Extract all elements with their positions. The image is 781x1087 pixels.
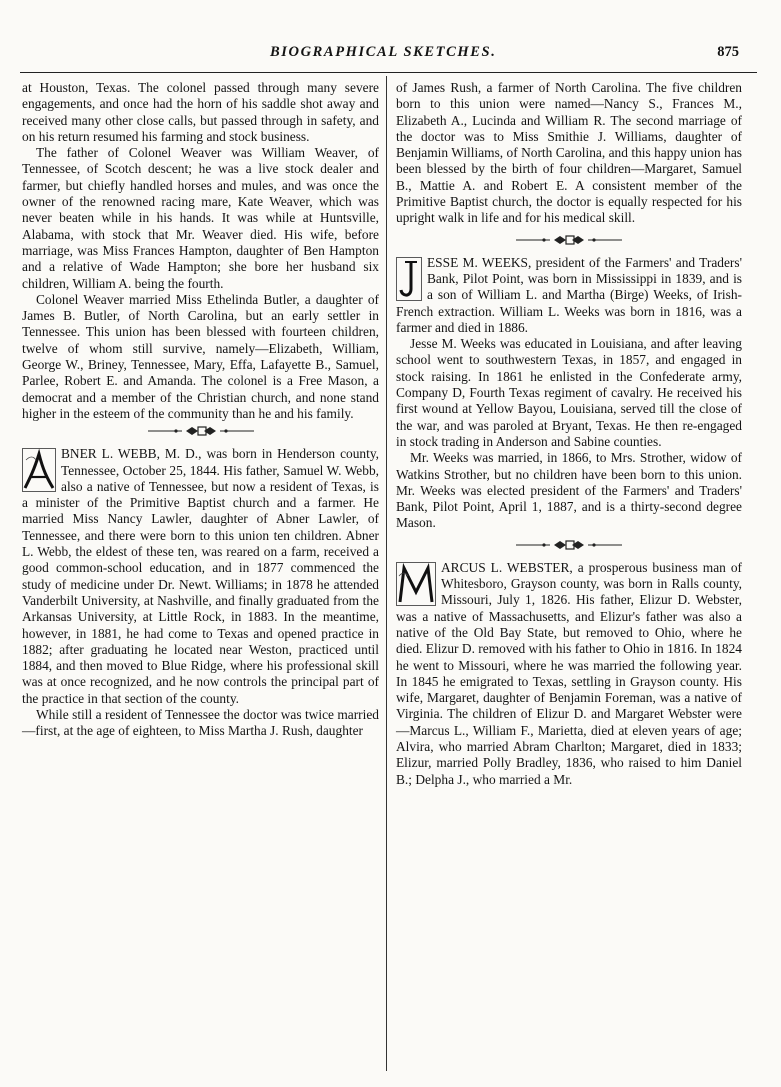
dropcap-j-icon — [396, 257, 422, 301]
webb-continuation: of James Rush, a farmer of North Carolina. The five children born to this union were named—Nancy S., Frances M., Elizabeth A., Lucinda and William R. The second marriage of the doctor was to Miss Smithie J. Williams, daughter of Benjamin Williams, of North Carolina, and this happy union has been blessed by the birth of four children—Margaret, Samuel B., Mattie A. and Robert E. A consistent member of the Primitive Baptist church, the doctor is equally respected for his upright walk in life and for his medical skill. — [396, 80, 742, 226]
weeks-paragraph-3: Mr. Weeks was married, in 1866, to Mrs. Strother, widow of Watkins Strother, but no children have been born to this union. Mr. Weeks was elected president of the Farmers' and Traders' Bank, Pilot Point, April 1, 1887, and is a thirty-second degree Mason. — [396, 450, 742, 531]
weeks-sketch — [396, 255, 742, 336]
header-rule — [20, 72, 757, 73]
running-header — [0, 44, 781, 66]
webb-sketch — [22, 446, 379, 707]
column-divider — [386, 76, 387, 1071]
weaver-paragraph-3: Colonel Weaver married Miss Ethelinda Butler, a daughter of James B. Butler, of North Carolina, but an early settler in Tennessee. This union has been blessed with fourteen children, twelve of whom still survive, namely—Elizabeth, William, George W., Briney, Tennessee, Mary, Effa, Lafayette B., Samuel, Parlee, Robert E. and Amanda. The colonel is a Free Mason, a democrat and a member of the Christian church, and none stand higher in the esteem of the community than he and his family. — [22, 291, 379, 421]
dropcap-m-icon — [396, 562, 436, 606]
webb-lead-paragraph: BNER L. WEBB, M. D., was born in Henderson county, Tennessee, October 25, 1844. His father, Samuel W. Webb, also a native of Tennessee, but now a resident of Texas, is a minister of the Primitive Baptist church and a farmer. He married Miss Nancy Lawler, daughter of Abner Lawler, of Tennessee, and there were born to this union ten children. Abner L. Webb, the eldest of these ten, was reared on a farm, received a good common-school education, and in 1877 commenced the study of medicine under Dr. Newt. Williams; in 1878 he attended Vanderbilt University, at Nashville, and finally graduated from the Arkansas University, at Little Rock, in 1883. In the meantime, however, in 1881, he had come to Texas and opened practice in 1882; after graduating he located near Weston, practiced until 1884, and then moved to Blue Ridge, where his professional skill was at once recognized, and he now controls the principal part of the practice in that section of the county. — [22, 446, 379, 706]
running-title: BIOGRAPHICAL SKETCHES. — [270, 44, 497, 60]
section-ornament-icon — [396, 233, 742, 249]
webb-paragraph-2: While still a resident of Tennessee the doctor was twice married—first, at the age of eighteen, to Miss Martha J. Rush, daughter — [22, 706, 379, 739]
weaver-paragraph-1: at Houston, Texas. The colonel passed through many severe engagements, and once had the horn of his saddle shot away and received many other close calls, but passed through in safety, and on his return resumed his farming and stock business. — [22, 80, 379, 144]
left-column — [22, 80, 379, 740]
section-ornament-icon — [396, 538, 742, 554]
section-ornament-icon — [22, 424, 379, 440]
page-number: 875 — [717, 44, 739, 60]
right-column — [396, 80, 742, 788]
weaver-paragraph-2: The father of Colonel Weaver was William Weaver, of Tennessee, of Scotch descent; he was a live stock dealer and farmer, but chiefly handled horses and mules, and was once the owner of the renowned racing mare, Kate Weaver, which was never beaten while in his hands. It was while at Huntsville, Alabama, with stock that Mr. Weaver died. His wife, before marriage, was Miss Frances Hampton, daughter of Ben Hampton and a relative of Wade Hampton; she bore her husband six children, William A. being the fourth. — [22, 145, 379, 291]
weeks-lead-paragraph: ESSE M. WEEKS, president of the Farmers' and Traders' Bank, Pilot Point, was born in Mississippi in 1839, and is a son of William L. and Martha (Birge) Weeks, of Irish-French extraction. William L. Weeks was born in 1816, was a farmer and died in 1886. — [396, 254, 742, 335]
dropcap-a-icon — [22, 448, 56, 492]
webster-lead-paragraph: ARCUS L. WEBSTER, a prosperous business man of Whitesboro, Grayson county, was born in Ralls county, Missouri, July 1, 1826. His father, Elizur D. Webster, was a native of Massachusetts, and Elizur's father was also a native of the Old Bay State, but removed to Ohio, where he died. Elizur D. removed with his father to Ohio in 1816. In 1824 he went to Missouri, where he was married the following year. In 1845 he emigrated to Texas, settling in Grayson county. His wife, Margaret, daughter of Benjamin Foreman, was a native of Virginia. The children of Elizur D. and Margaret Webster were—Marcus L., William F., Marietta, died at eleven years of age; Alvira, who married Abram Charlton; Margaret, died in 1833; Elizur, married Polly Bradley, 1836, who raised to him Daniel B.; Delpha J., who married a Mr. — [396, 559, 742, 787]
webster-sketch — [396, 560, 742, 788]
weeks-paragraph-2: Jesse M. Weeks was educated in Louisiana, and after leaving school went to southwestern Texas, in 1857, and engaged in stock raising. In 1861 he enlisted in the Confederate army, Company D, Fourth Texas regiment of cavalry. He received his first wound at Yellow Bayou, Louisiana, served till the close of the war, and was paroled at Bryant, Texas. He then re-engaged in stock trading in Anderson and Sabine counties. — [396, 336, 742, 449]
